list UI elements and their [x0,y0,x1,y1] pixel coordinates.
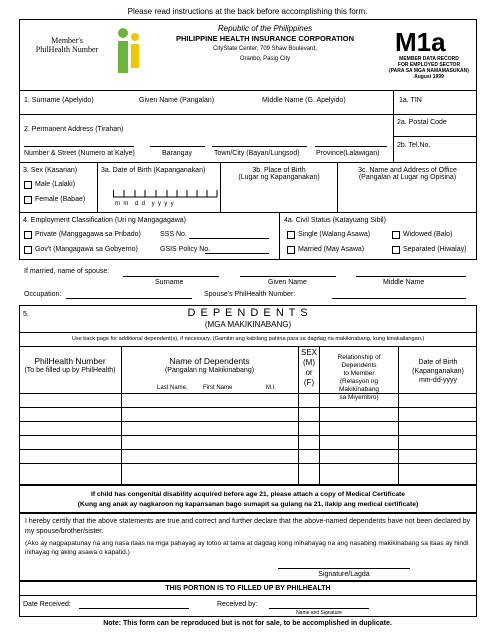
address-town-label: Town/City (Bayan/Lungsod) [214,150,300,157]
disability-note: If child has congenital disability acquired before age 21, please attach a copy of Medical Certificate [90,491,406,498]
employment-label: 4. Employment Classification (Uri ng Mangagagawa) [23,217,187,224]
col-name: Name of Dependents [169,356,250,366]
separated-checkbox[interactable] [392,246,400,254]
disability-note-tl: (Kung ang anak ay nagkaroon ng kapansanan bago sumapit sa gulang na 21, ilakip ang medical certificate) [77,501,419,508]
col-dob: Date of Birth (Kapanganakan) mm-dd-yyyy [412,359,464,384]
col-pin: PhilHealth Number [34,356,106,366]
govt-label: Gov't (Mangagawa sa Gobyerno) [35,246,138,253]
widowed-label: Widowed (Balo) [403,231,453,238]
dependents-title: D E P E N D E N T S [187,307,309,319]
header-republic: Republic of the Philippines [217,24,313,33]
postal-label: 2a. Postal Code [397,119,447,126]
spouse-given-field[interactable] [240,276,336,277]
header-addr2: Oranbo, Pasig City [239,56,291,62]
form-desc: MEMBER DATA RECORD FOR EMPLOYED SECTOR (PARA SA MGA NAMAMASUKAN) August 1999 [389,56,469,80]
address-street-label: Number & Street (Numero at Kalye) [24,150,135,157]
private-label: Private (Manggagawa sa Pribado) [35,231,141,238]
col-relationship: Relationship of Dependents to Member (Relasyon ng Makikinabang sa Miyembro) [337,354,381,401]
married-label: Married (May Asawa) [298,246,365,253]
single-label: Single (Walang Asawa) [298,231,371,238]
sss-field[interactable] [189,238,269,239]
spouse-pin-label: Spouse's PhilHealth Number: [204,291,296,298]
spouse-given-label: Given Name [268,279,307,286]
signature-field[interactable] [278,568,410,569]
dependents-note: Use back page for additional dependent(s), if necessary. (Gamitin ang kabilang pahina para sa dagdag na makikinabang, kung kinakailangan.) [71,336,425,342]
female-checkbox[interactable] [24,196,32,204]
address-label: 2. Permanent Address (Tirahan) [24,126,124,133]
dependent-row[interactable] [19,393,477,408]
occupation-label: Occupation: [24,291,62,298]
pob-label: 3b. Place of Birth (Lugar ng Kapanganakan) [238,167,320,181]
address-barangay-label: Barangay [162,150,192,157]
spouse-middle-field[interactable] [356,276,466,277]
spouse-label: If married, name of spouse: [24,268,110,275]
header-addr1: CityState Center, 709 Shaw Boulevard, [212,46,318,52]
date-received-field[interactable] [79,608,189,609]
dependent-row[interactable] [19,407,477,422]
office-use-title: THIS PORTION IS TO FILLED UP BY PHILHEALTH [165,585,331,592]
col-name-sub: (Pangalan ng Makikinabang) [164,367,255,374]
male-checkbox[interactable] [24,181,32,189]
address-province-label: Province(Lalawigan) [316,150,380,157]
middle-label: Middle Name (G. Apelyido) [262,97,346,104]
dependents-num: 5. [23,311,29,318]
spouse-surname-field[interactable] [123,276,219,277]
sss-label: SSS No. [160,231,187,238]
office-label: 3c. Name and Address of Office (Pangalan at Lugar ng Opisina) [358,167,457,181]
sex-label: 3. Sex (Kasarian) [23,167,78,174]
dependent-row[interactable] [19,435,477,450]
dependent-row[interactable] [19,449,477,464]
date-received-label: Date Received: [23,601,71,608]
widowed-checkbox[interactable] [392,231,400,239]
dependent-row[interactable] [19,463,477,486]
top-note: Please read instructions at the back before accomplishing this form. [127,7,368,16]
single-checkbox[interactable] [287,231,295,239]
received-by-label: Received by: [217,601,258,608]
col-first: First Name [203,385,233,391]
gsis-field[interactable] [205,253,269,254]
signature-label: Signature/Lagda [318,571,370,578]
married-checkbox[interactable] [287,246,295,254]
separated-label: Separated (Hiwalay) [403,246,467,253]
disability-section [19,485,477,513]
col-sex: SEX (M) or (F) [300,348,317,387]
given-label: Given Name (Pangalan) [139,97,215,104]
col-last: Last Name, [157,385,188,391]
dob-label: 3a. Date of Birth (Kapanganakan) [101,167,206,174]
dependents-subtitle: (MGA MAKIKINABANG) [204,320,292,329]
member-pin-label: Member's PhilHealth Number [35,36,99,54]
col-pin-sub: (To be filled up by PhilHealth) [24,367,116,374]
certify-en: I hereby certify that the above statements are true and correct and further declare that the above-named dependents have not been declared by my spouse/brother/sister. [25,518,471,535]
occupation-field[interactable] [66,298,192,299]
govt-checkbox[interactable] [24,246,32,254]
header-corp: PHILIPPINE HEALTH INSURANCE CORPORATION [175,34,355,43]
philhealth-logo [113,27,145,77]
private-checkbox[interactable] [24,231,32,239]
civil-status-label: 4a. Civil Status (Katayuang Sibil) [284,217,386,224]
female-label: Female (Babae) [35,196,86,203]
form-code: M1a [395,27,446,57]
tel-label: 2b. Tel.No. [397,142,431,149]
spouse-surname-label: Surname [155,279,184,286]
certify-tl: (Ako ay nagpapatunay na ang nasa itaas na mga pahayag ay totoo at tama at dagdag kong inihahayag na ang nasabing makikinabang sa itaas ay hindi inihayag ng aking asawa o kapatid.) [25,540,469,556]
gsis-label: GSIS Policy No. [160,246,211,253]
tin-label: 1a. TIN [399,97,422,104]
surname-label: 1. Surname (Apelyido) [24,97,94,104]
dob-format: m m d d y y y y [115,201,174,207]
dependent-row[interactable] [19,421,477,436]
dob-boxes[interactable] [113,182,218,198]
col-mi: M.I. [266,385,276,391]
spouse-middle-label: Middle Name [383,279,425,286]
name-signature-label: Name and Signature [296,610,342,616]
received-by-field[interactable] [269,608,369,609]
male-label: Male (Lalaki) [35,181,76,188]
spouse-pin-field[interactable] [332,298,466,299]
footer-note: Note: This form can be reproduced but is not for sale, to be accomplished in duplicate. [103,620,392,627]
